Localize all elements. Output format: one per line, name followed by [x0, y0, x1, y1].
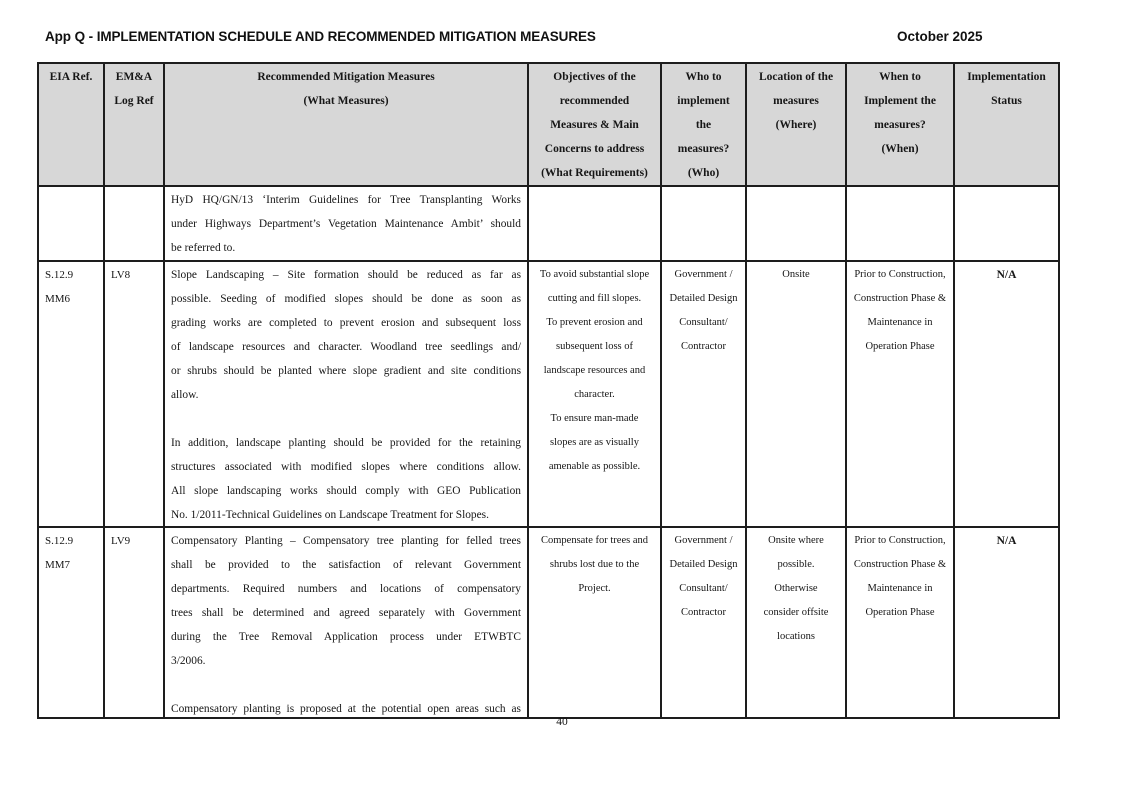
table-row: [38, 527, 1059, 718]
column-header-ema-log-ref: EM&A Log Ref: [104, 63, 164, 186]
cell-location: Onsite: [746, 261, 846, 527]
cell-status: N/A: [954, 261, 1059, 527]
cell-status: [954, 186, 1059, 261]
cell-ema-log-ref: LV9: [104, 527, 164, 718]
mitigation-schedule-table: [37, 62, 1060, 719]
doc-title: App Q - IMPLEMENTATION SCHEDULE AND RECOMMENDED MITIGATION MEASURES: [45, 29, 596, 44]
cell-who: [661, 186, 746, 261]
cell-objectives: [528, 186, 661, 261]
column-header-who: Who to implement the measures? (Who): [661, 63, 746, 186]
cell-eia-ref: S.12.9 MM7: [38, 527, 104, 718]
cell-measures: Slope Landscaping – Site formation should be reduced as far as possible. Seeding of modified slopes should be done as soon as grading works are completed to prevent erosion and subsequent loss of landscape resources and character. Woodland tree seedlings and/ or shrubs should be planted where slope gradient and site conditions allow. In addition, landscape planting should be provided for the retaining structures associated with modified slopes where conditions allow. All slope landscaping works should comply with GEO Publication No. 1/2011-Technical Guidelines on Landscape Treatment for Slopes.: [164, 261, 528, 527]
cell-who: Government / Detailed Design Consultant/ Contractor: [661, 261, 746, 527]
cell-when: Prior to Construction, Construction Phase & Maintenance in Operation Phase: [846, 527, 954, 718]
cell-status: N/A: [954, 527, 1059, 718]
page-number: 40: [556, 716, 568, 728]
cell-when: Prior to Construction, Construction Phase & Maintenance in Operation Phase: [846, 261, 954, 527]
column-header-eia-ref: EIA Ref.: [38, 63, 104, 186]
cell-location: Onsite where possible. Otherwise consider offsite locations: [746, 527, 846, 718]
column-header-location: Location of the measures (Where): [746, 63, 846, 186]
column-header-status: Implementation Status: [954, 63, 1059, 186]
cell-objectives: To avoid substantial slope cutting and fill slopes. To prevent erosion and subsequent loss of landscape resources and character. To ensure man-made slopes are as visually amenable as possible.: [528, 261, 661, 527]
column-header-when: When to Implement the measures? (When): [846, 63, 954, 186]
table-header-row: [38, 63, 1059, 186]
cell-eia-ref: [38, 186, 104, 261]
cell-eia-ref: S.12.9 MM6: [38, 261, 104, 527]
cell-ema-log-ref: [104, 186, 164, 261]
table-row: [38, 261, 1059, 527]
cell-when: [846, 186, 954, 261]
table-row: [38, 186, 1059, 261]
cell-location: [746, 186, 846, 261]
column-header-objectives: Objectives of the recommended Measures & Main Concerns to address (What Requirements): [528, 63, 661, 186]
column-header-measures: Recommended Mitigation Measures (What Measures): [164, 63, 528, 186]
cell-who: Government / Detailed Design Consultant/ Contractor: [661, 527, 746, 718]
cell-measures: HyD HQ/GN/13 ‘Interim Guidelines for Tree Transplanting Works under Highways Department’s Vegetation Maintenance Ambit’ should be referred to.: [164, 186, 528, 261]
doc-date: October 2025: [897, 29, 983, 44]
cell-ema-log-ref: LV8: [104, 261, 164, 527]
cell-objectives: Compensate for trees and shrubs lost due to the Project.: [528, 527, 661, 718]
cell-measures: Compensatory Planting – Compensatory tree planting for felled trees shall be provided to the satisfaction of relevant Government departments. Required numbers and locations of compensatory trees shall be determined and agreed separately with Government during the Tree Removal Application process under ETWBTC 3/2006. Compensatory planting is proposed at the potential open areas such as: [164, 527, 528, 718]
